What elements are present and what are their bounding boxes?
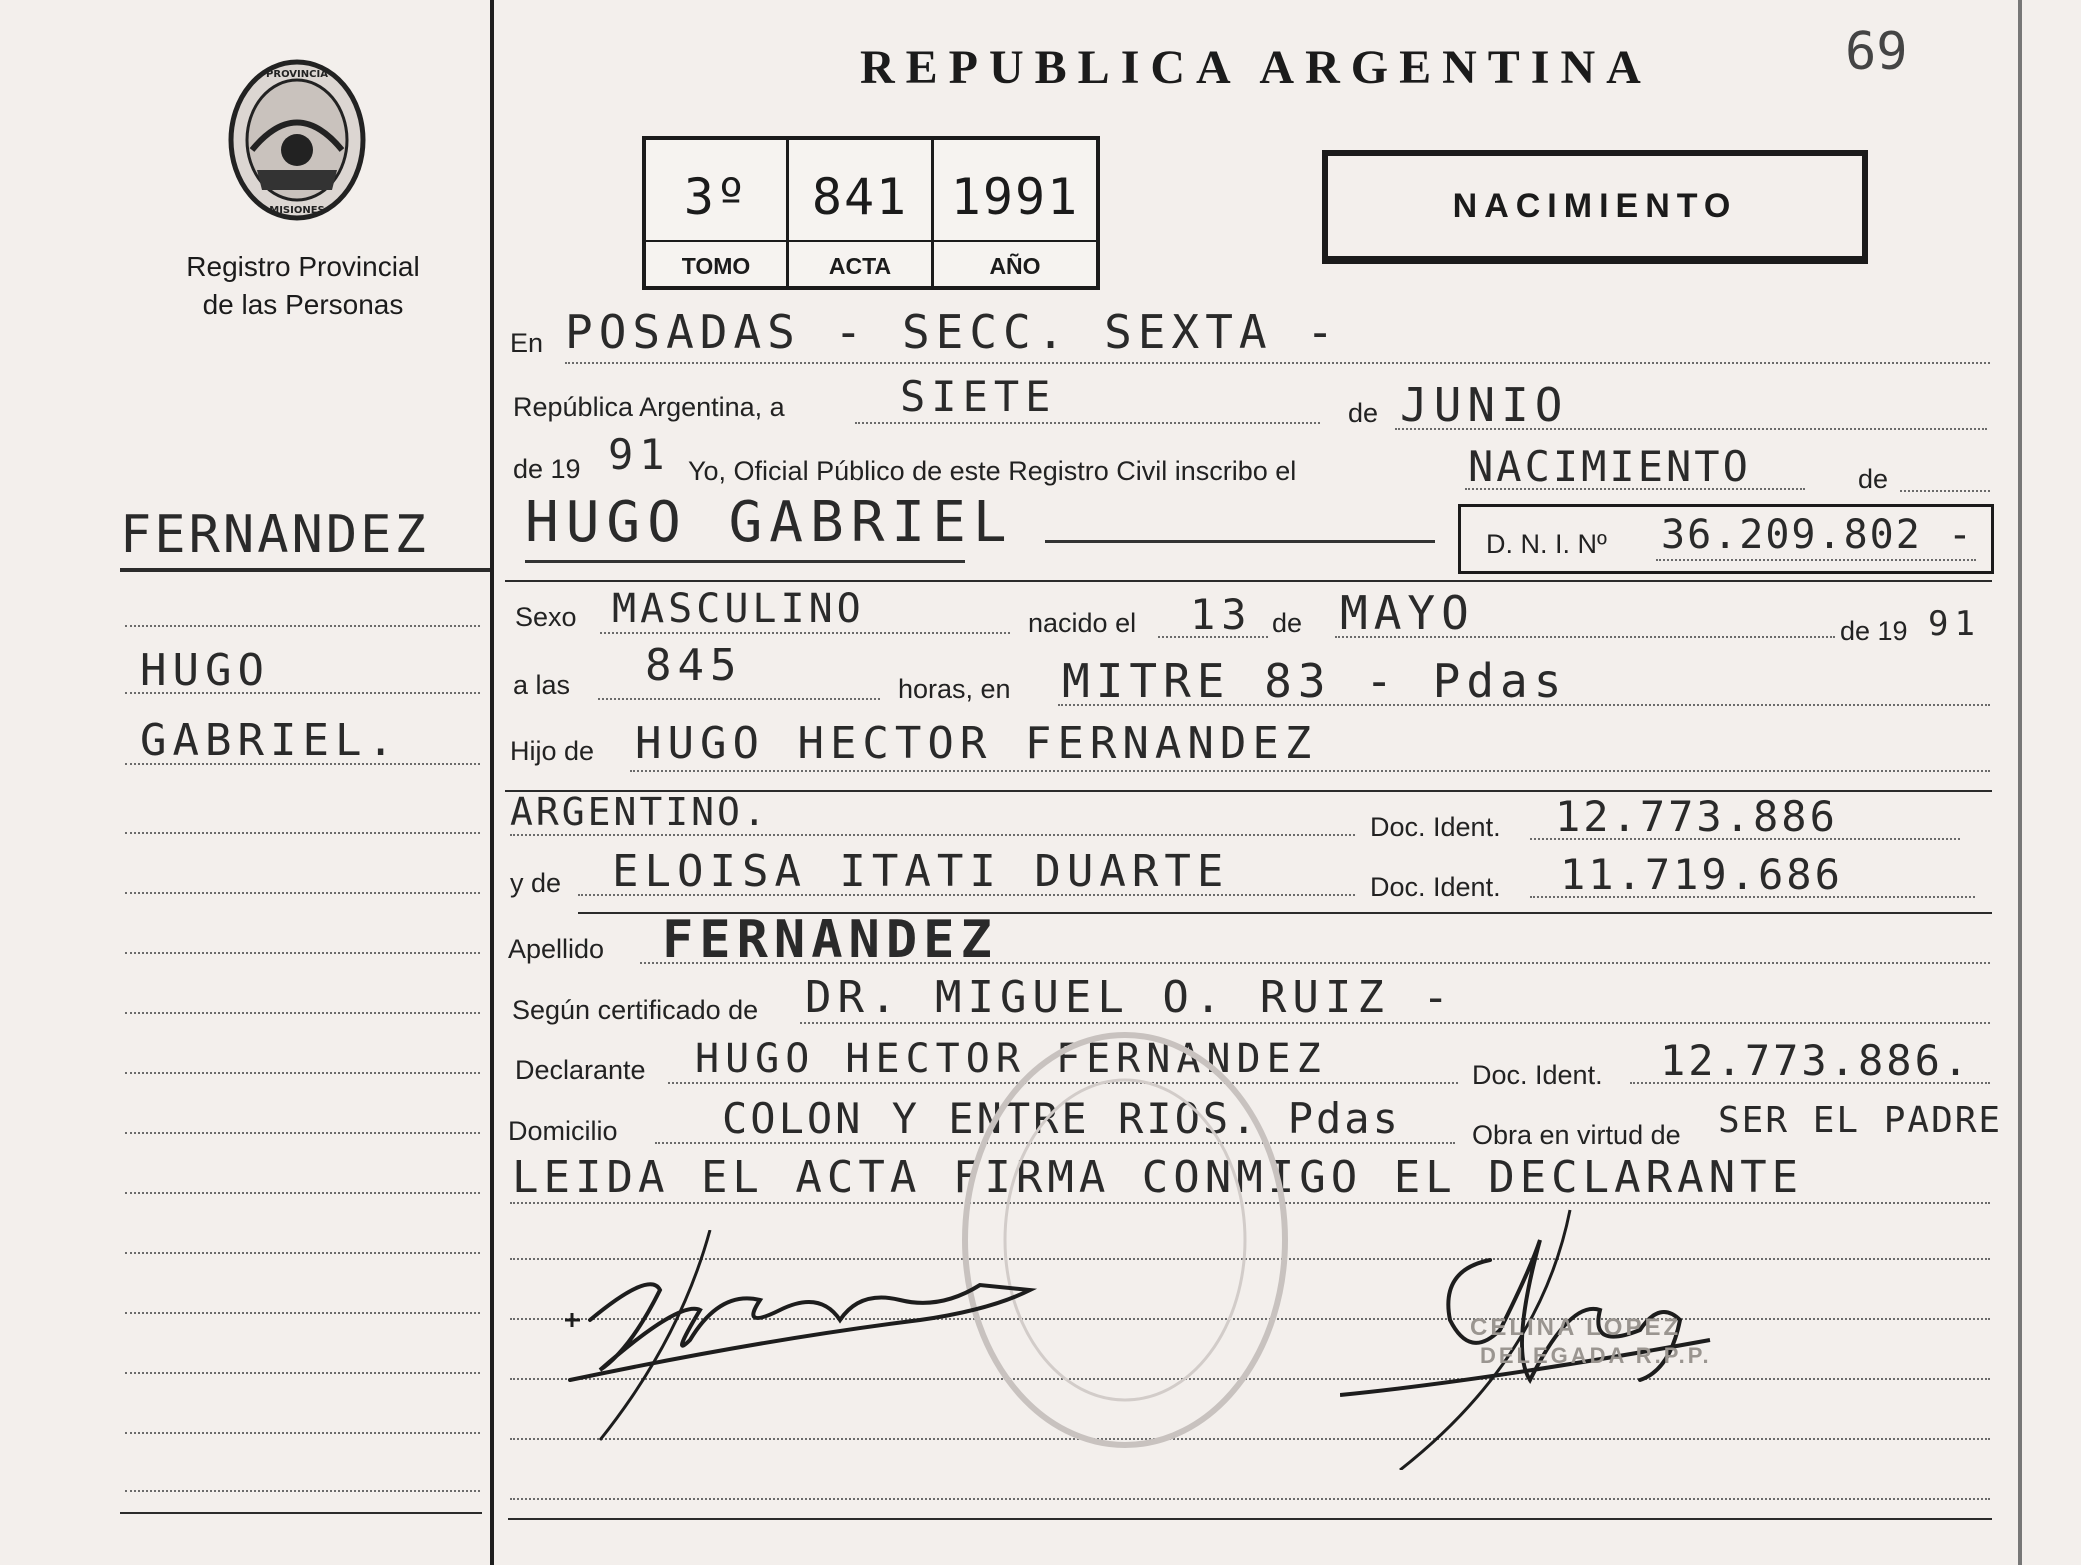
registry-line1: Registro Provincial — [186, 251, 420, 282]
tomo-label: TOMO — [681, 253, 751, 279]
acta-label: ACTA — [828, 253, 892, 279]
page-number: 69 — [1845, 22, 1908, 82]
acta-value: 841 — [811, 168, 909, 226]
en-line — [565, 362, 1990, 364]
father-value: HUGO HECTOR FERNANDEZ — [635, 718, 1318, 769]
act-de-line — [1900, 490, 1990, 492]
dni-label: D. N. I. Nº — [1486, 529, 1607, 559]
hijo-label: Hijo de — [510, 736, 595, 766]
day-value: SIETE — [900, 372, 1057, 421]
birth-day: 13 — [1190, 590, 1253, 639]
act-de-label: de — [1858, 464, 1889, 494]
yde-label: y de — [510, 868, 562, 898]
month-de-label: de — [1348, 398, 1379, 428]
father-doc-label: Doc. Ident. — [1370, 812, 1501, 842]
apellido-value: FERNANDEZ — [662, 910, 998, 970]
record-box — [642, 136, 1100, 290]
birth-de19-label: de 19 — [1840, 616, 1908, 646]
seal-top-text: PROVINCIA — [266, 69, 328, 80]
birth-de-label: de — [1272, 608, 1303, 638]
declarant-signature — [560, 1230, 1070, 1450]
name-underline — [525, 560, 965, 563]
mother-doc-label: Doc. Ident. — [1370, 872, 1501, 902]
country-title: REPUBLICA ARGENTINA — [860, 41, 1652, 94]
month-value: JUNIO — [1400, 378, 1569, 432]
republica-label: República Argentina, a — [513, 392, 785, 422]
anio-label: AÑO — [989, 253, 1041, 279]
section-rule-1 — [505, 580, 1992, 582]
name-value: HUGO GABRIEL — [525, 490, 1014, 555]
closing-text: LEIDA EL ACTA FIRMA CONMIGO EL DECLARANTE — [512, 1152, 1804, 1203]
declarante-value: HUGO HECTOR FERNANDEZ — [695, 1036, 1327, 1082]
segun-label: Según certificado de — [512, 995, 759, 1025]
domicilio-value: COLON Y ENTRE RIOS. Pdas — [722, 1094, 1401, 1143]
father-line — [630, 770, 1990, 772]
father-nationality: ARGENTINO. — [510, 790, 769, 834]
de19-label: de 19 — [513, 454, 581, 484]
anio-value: 1991 — [950, 168, 1080, 226]
en-label: En — [510, 328, 544, 358]
obra-value: SER EL PADRE — [1718, 1100, 2003, 1141]
hours-value: 845 — [645, 640, 743, 691]
yo-label: Yo, Oficial Público de este Registro Civil inscribo el — [688, 456, 1297, 486]
margin-given-name-2: GABRIEL. — [140, 715, 400, 766]
province-seal — [222, 55, 372, 225]
registry-title — [150, 248, 456, 324]
margin-surname: FERNANDEZ — [120, 505, 429, 565]
segun-value: DR. MIGUEL O. RUIZ - — [805, 972, 1455, 1023]
birth-month: MAYO — [1340, 586, 1475, 640]
tomo-cell — [646, 140, 789, 286]
margin-given-name-1: HUGO — [140, 645, 270, 696]
name-trail-line — [1045, 540, 1435, 543]
hours-line — [598, 698, 880, 700]
place-value: MITRE 83 - Pdas — [1062, 654, 1568, 708]
alas-label: a las — [513, 670, 571, 700]
record-type-box — [1322, 150, 1868, 264]
seal-bottom-text: MISIONES — [269, 205, 325, 216]
dni-value: 36.209.802 - — [1661, 512, 1974, 558]
year-value: 91 — [608, 430, 671, 479]
birth-year: 91 — [1928, 604, 1981, 644]
dni-box — [1458, 504, 1994, 574]
column-divider — [490, 0, 494, 1565]
obra-label: Obra en virtud de — [1472, 1120, 1681, 1150]
sexo-line — [600, 632, 1010, 634]
apellido-label: Apellido — [508, 934, 605, 964]
sexo-label: Sexo — [515, 602, 577, 632]
right-border — [2018, 0, 2022, 1565]
declarante-doc-label: Doc. Ident. — [1472, 1060, 1603, 1090]
mother-doc: 11.719.686 — [1560, 850, 1843, 899]
record-type: NACIMIENTO — [1452, 186, 1738, 225]
sexo-value: MASCULINO — [612, 586, 865, 632]
en-value: POSADAS - SECC. SEXTA - — [565, 305, 1340, 359]
registry-line2: de las Personas — [202, 289, 404, 320]
officer-stamp-line1: CELINA LOPEZ — [1470, 1314, 1682, 1341]
tomo-value: 3º — [683, 168, 749, 226]
nacido-label: nacido el — [1028, 608, 1137, 638]
anio-cell — [934, 140, 1096, 286]
acta-cell — [789, 140, 934, 286]
declarante-label: Declarante — [515, 1055, 646, 1085]
mother-value: ELOISA ITATI DUARTE — [612, 846, 1230, 897]
officer-signature — [1340, 1180, 1760, 1470]
father-doc: 12.773.886 — [1555, 792, 1838, 841]
declarante-doc: 12.773.886. — [1660, 1036, 1972, 1085]
day-line — [855, 422, 1320, 424]
officer-stamp-line2: DELEGADA R.P.P. — [1480, 1343, 1712, 1368]
act-value: NACIMIENTO — [1468, 442, 1751, 491]
margin-surname-underline — [120, 568, 490, 572]
horas-label: horas, en — [898, 674, 1011, 704]
declarant-signature-text: H Fernandez — [560, 1230, 566, 1231]
domicilio-label: Domicilio — [508, 1116, 618, 1146]
father-nat-line — [510, 834, 1355, 836]
